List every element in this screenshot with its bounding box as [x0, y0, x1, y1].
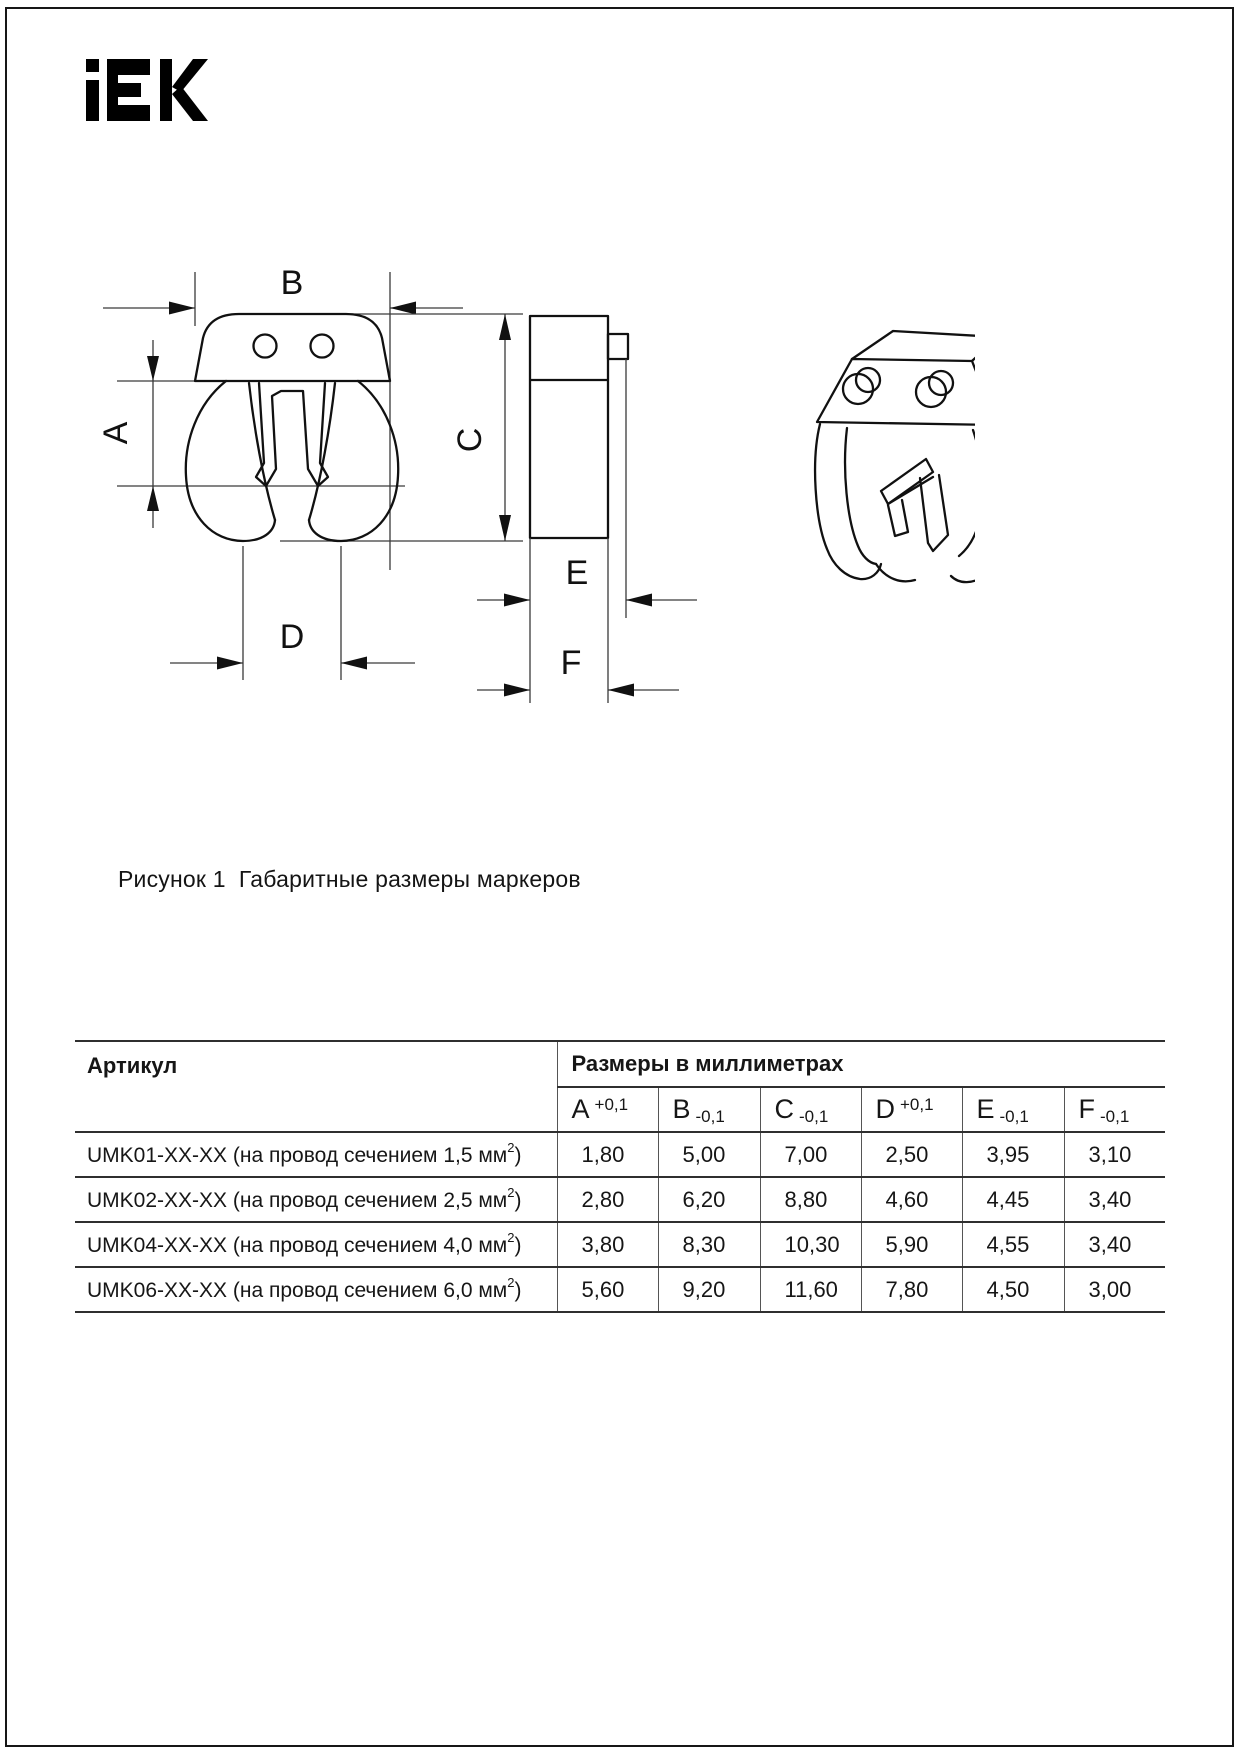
dim-f [477, 684, 679, 697]
article-desc: (на провод сечением 4,0 мм [227, 1233, 508, 1257]
article-desc: (на провод сечением 1,5 мм [227, 1143, 508, 1167]
dim-d [170, 546, 415, 680]
dim-letter: B [672, 1094, 691, 1124]
article-desc-close: ) [514, 1233, 522, 1257]
dim-label-a: A [97, 421, 135, 445]
table-row [75, 1132, 1165, 1177]
dim-tolerance: -0,1 [799, 1107, 829, 1126]
article-code: UMK06-XX-XX [87, 1278, 228, 1302]
article-desc: (на провод сечением 2,5 мм [227, 1188, 508, 1212]
table-row [75, 1267, 1165, 1312]
article-cell [75, 1177, 557, 1222]
value-cell: 4,50 [962, 1267, 1064, 1312]
superscript-2: 2 [507, 1139, 515, 1155]
value-cell: 4,45 [962, 1177, 1064, 1222]
value-cell: 3,95 [962, 1132, 1064, 1177]
value-cell: 8,30 [658, 1222, 760, 1267]
value-cell: 10,30 [760, 1222, 861, 1267]
article-desc-close: ) [514, 1278, 522, 1302]
value-cell: 5,60 [557, 1267, 658, 1312]
dim-b [103, 272, 463, 570]
dim-tolerance: +0,1 [900, 1095, 934, 1114]
dim-label-d: D [279, 618, 305, 656]
value-cell: 7,80 [861, 1267, 962, 1312]
dim-label-e: E [565, 554, 589, 592]
article-code: UMK01-XX-XX [87, 1143, 228, 1167]
dim-c [280, 314, 523, 541]
value-cell: 6,20 [658, 1177, 760, 1222]
value-cell: 2,50 [861, 1132, 962, 1177]
figure-caption: Рисунок 1 Габаритные размеры маркеров [118, 866, 581, 892]
column-header-d [861, 1087, 962, 1132]
article-desc: (на провод сечением 6,0 мм [227, 1278, 508, 1302]
dim-label-c: C [451, 427, 489, 453]
dim-letter: E [976, 1094, 995, 1124]
article-cell [75, 1132, 557, 1177]
value-cell: 8,80 [760, 1177, 861, 1222]
dim-tolerance: -0,1 [1100, 1107, 1130, 1126]
column-header-b [658, 1087, 760, 1132]
article-code: UMK02-XX-XX [87, 1188, 228, 1212]
dim-letter: F [1078, 1094, 1095, 1124]
value-cell: 11,60 [760, 1267, 861, 1312]
column-header-dimensions-group: Размеры в миллиметрах [557, 1041, 1165, 1087]
table-header-row-1 [75, 1041, 1165, 1087]
dimensions-table [75, 1040, 1165, 1313]
superscript-2: 2 [507, 1229, 515, 1245]
side-view-drawing [530, 316, 628, 538]
value-cell: 9,20 [658, 1267, 760, 1312]
superscript-2: 2 [507, 1184, 515, 1200]
front-view-drawing [186, 314, 398, 541]
dim-tolerance: -0,1 [999, 1107, 1029, 1126]
table-row [75, 1222, 1165, 1267]
value-cell: 3,40 [1064, 1222, 1165, 1267]
value-cell: 3,40 [1064, 1177, 1165, 1222]
column-header-e [962, 1087, 1064, 1132]
value-cell: 2,80 [557, 1177, 658, 1222]
dim-letter: C [774, 1094, 794, 1124]
value-cell: 3,00 [1064, 1267, 1165, 1312]
dimension-drawing [75, 228, 975, 758]
article-desc-close: ) [514, 1188, 522, 1212]
article-cell [75, 1222, 557, 1267]
dim-label-b: B [280, 264, 304, 302]
article-code: UMK04-XX-XX [87, 1233, 228, 1257]
value-cell: 5,00 [658, 1132, 760, 1177]
column-header-article: Артикул [75, 1041, 557, 1132]
isometric-view-drawing [815, 331, 975, 582]
article-desc-close: ) [514, 1143, 522, 1167]
article-cell [75, 1267, 557, 1312]
superscript-2: 2 [507, 1274, 515, 1290]
value-cell: 5,90 [861, 1222, 962, 1267]
value-cell: 1,80 [557, 1132, 658, 1177]
value-cell: 3,80 [557, 1222, 658, 1267]
dim-letter: A [571, 1094, 590, 1124]
dim-letter: D [875, 1094, 895, 1124]
column-header-a [557, 1087, 658, 1132]
column-header-c [760, 1087, 861, 1132]
table-row [75, 1177, 1165, 1222]
value-cell: 7,00 [760, 1132, 861, 1177]
iek-logo-icon [86, 58, 208, 122]
value-cell: 4,60 [861, 1177, 962, 1222]
value-cell: 4,55 [962, 1222, 1064, 1267]
column-header-f [1064, 1087, 1165, 1132]
dim-e [477, 359, 697, 703]
dim-tolerance: +0,1 [594, 1095, 629, 1114]
dim-label-f: F [560, 644, 582, 682]
dim-tolerance: -0,1 [695, 1107, 725, 1126]
value-cell: 3,10 [1064, 1132, 1165, 1177]
dim-a [117, 340, 405, 528]
